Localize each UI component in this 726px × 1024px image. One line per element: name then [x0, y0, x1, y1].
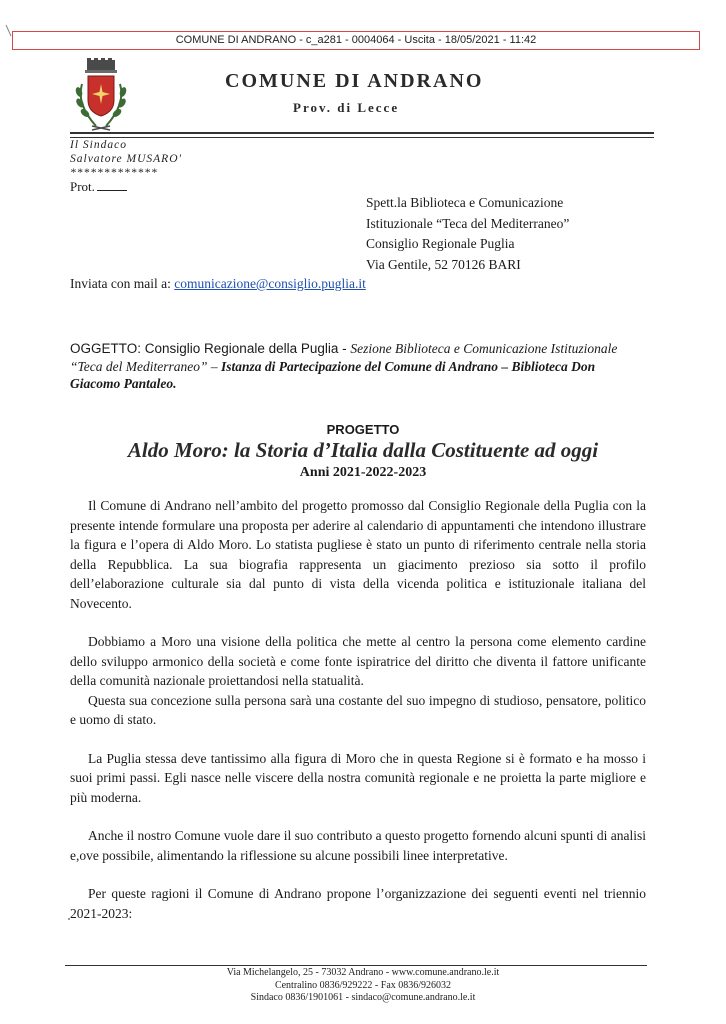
sender-role: Il Sindaco: [70, 139, 127, 151]
protocol-field: [70, 178, 127, 195]
footer-address: Via Michelangelo, 25 - 73032 Andrano - www.comune.andrano.le.it: [226, 967, 500, 978]
scan-mark-icon: [4, 24, 14, 38]
recipient-email-link[interactable]: comunicazione@consiglio.puglia.it: [174, 276, 366, 291]
subject-label: OGGETTO: Consiglio Regionale della Puglia -: [70, 341, 351, 356]
recipient-line: Consiglio Regionale Puglia: [366, 236, 515, 251]
subject-block: [70, 340, 630, 393]
protocol-stamp: COMUNE DI ANDRANO - c_a281 - 0004064 - Uscita - 18/05/2021 - 11:42: [12, 31, 700, 50]
recipient-line: Istituzionale “Teca del Mediterraneo”: [366, 215, 570, 231]
recipient-line: Via Gentile, 52 70126 BARI: [366, 256, 521, 272]
sender-name: Salvatore MUSARO': [70, 153, 182, 165]
body-paragraph: Questa sua concezione sulla persona sarà una costante del suo impegno di studioso, pensatore, politico e uomo di stato.: [70, 692, 646, 727]
header-rule-thick: [70, 132, 654, 134]
project-years: Anni 2021-2022-2023: [299, 465, 427, 480]
scan-speck: [68, 918, 70, 920]
recipient-address: [366, 193, 569, 275]
body-paragraph: Anche il nostro Comune vuole dare il suo contributo a questo progetto fornendo alcuni spunti di analisi e,ove possibile, alimentando la riflessione su alcune possibili linee interpretative.: [70, 828, 646, 863]
sent-via-label: Inviata con mail a:: [70, 276, 175, 291]
municipal-crest-icon: [68, 56, 134, 136]
protocol-blank: [97, 178, 127, 191]
subject-italic: Sezione Biblioteca e Comunicazione Istituzionale “Teca del Mediterraneo” –: [70, 341, 618, 374]
sender-block: [70, 138, 182, 180]
project-label: PROGETTO: [326, 422, 400, 437]
project-title: Aldo Moro: la Storia d’Italia dalla Costituente ad oggi: [127, 438, 599, 462]
footer-mayor-contact: Sindaco 0836/1901061 - sindaco@comune.andrano.le.it: [250, 992, 476, 1003]
body-paragraph: La Puglia stessa deve tantissimo alla figura di Moro che in questa Regione si è formato e ha mosso i suoi primi passi. Egli nasce nelle viscere della nostra comunità regionale e ne proietta la parte migliore e più moderna.: [70, 750, 646, 805]
sender-stars: *************: [70, 167, 158, 179]
body-paragraph: Il Comune di Andrano nell’ambito del progetto promosso dal Consiglio Regionale della Puglia con la presente intende formulare una proposta per aderire al calendario di appuntamenti che intendono illustrare la figura e l’opera di Aldo Moro. Lo statista pugliese è stato un punto di riferimento centrale nella storia della Repubblica. La sua biografia rappresenta un giacimento prezioso sia sotto il profilo dell’elaborazione culturale sia dal punto di vista della vicenda politica e istituzionale italiana del Novecento.: [70, 498, 646, 611]
province-label: Prov. di Lecce: [293, 100, 400, 115]
letter-body: [70, 496, 646, 942]
protocol-label: Prot.: [70, 179, 95, 194]
recipient-line: Spett.la Biblioteca e Comunicazione: [366, 195, 564, 210]
municipality-title: COMUNE DI ANDRANO: [225, 70, 484, 92]
footer-phone: Centralino 0836/929222 - Fax 0836/926032: [274, 979, 452, 991]
body-paragraph: Dobbiamo a Moro una visione della politica che mette al centro la persona come elemento cardine dello sviluppo armonico della società e come fonte ispiratrice del diritto che diventa il fattore unificante della comunità nazionale proiettandosi nella statualità.: [70, 634, 646, 688]
footer-rule: [65, 965, 647, 966]
footer-contacts: [0, 967, 726, 1005]
body-paragraph: Per queste ragioni il Comune di Andrano propone l’organizzazione dei seguenti eventi nel triennio 2021-2023:: [70, 886, 646, 921]
sent-via: [70, 276, 366, 292]
subject-bold-italic: Istanza di Partecipazione del Comune di Andrano – Biblioteca Don Giacomo Pantaleo.: [70, 358, 596, 391]
